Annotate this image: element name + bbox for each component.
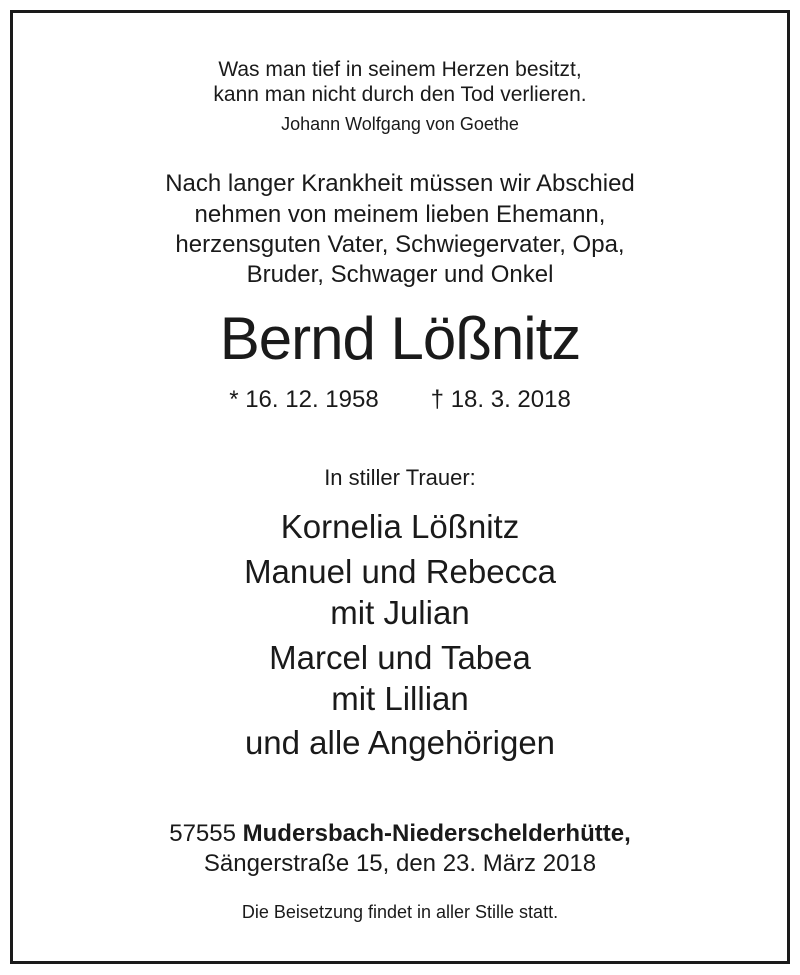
family-line-1: Kornelia Lößnitz: [280, 508, 520, 545]
intro-line-3: herzensguten Vater, Schwiegervater, Opa,: [175, 231, 625, 258]
funeral-note: Die Beisetzung findet in aller Stille statt.: [241, 902, 559, 922]
family-line-5: mit Lillian: [331, 680, 469, 717]
life-dates: [0, 388, 800, 412]
family-line-6: und alle Angehörigen: [244, 724, 556, 761]
family-line-4: Marcel und Tabea: [269, 639, 531, 676]
quote-author: Johann Wolfgang von Goethe: [281, 114, 519, 134]
mourning-label: In stiller Trauer:: [324, 465, 476, 490]
town: Mudersbach-Niederschelderhütte,: [242, 820, 631, 847]
address-line-2: Sängerstraße 15, den 23. März 2018: [203, 850, 597, 877]
family-line-2: Manuel und Rebecca: [244, 553, 556, 590]
deceased-name: Bernd Lößnitz: [219, 305, 581, 372]
death-date: † 18. 3. 2018: [430, 386, 571, 413]
quote-line-1: Was man tief in seinem Herzen besitzt,: [218, 58, 582, 81]
intro-line-1: Nach langer Krankheit müssen wir Abschied: [165, 170, 635, 197]
postcode: 57555: [169, 820, 236, 847]
family-line-3: mit Julian: [330, 594, 470, 631]
intro-line-2: nehmen von meinem lieben Ehemann,: [194, 201, 606, 228]
quote-line-2: kann man nicht durch den Tod verlieren.: [213, 83, 587, 106]
intro-line-4: Bruder, Schwager und Onkel: [246, 261, 554, 288]
address-line-1: [0, 822, 800, 846]
birth-date: * 16. 12. 1958: [229, 386, 379, 413]
